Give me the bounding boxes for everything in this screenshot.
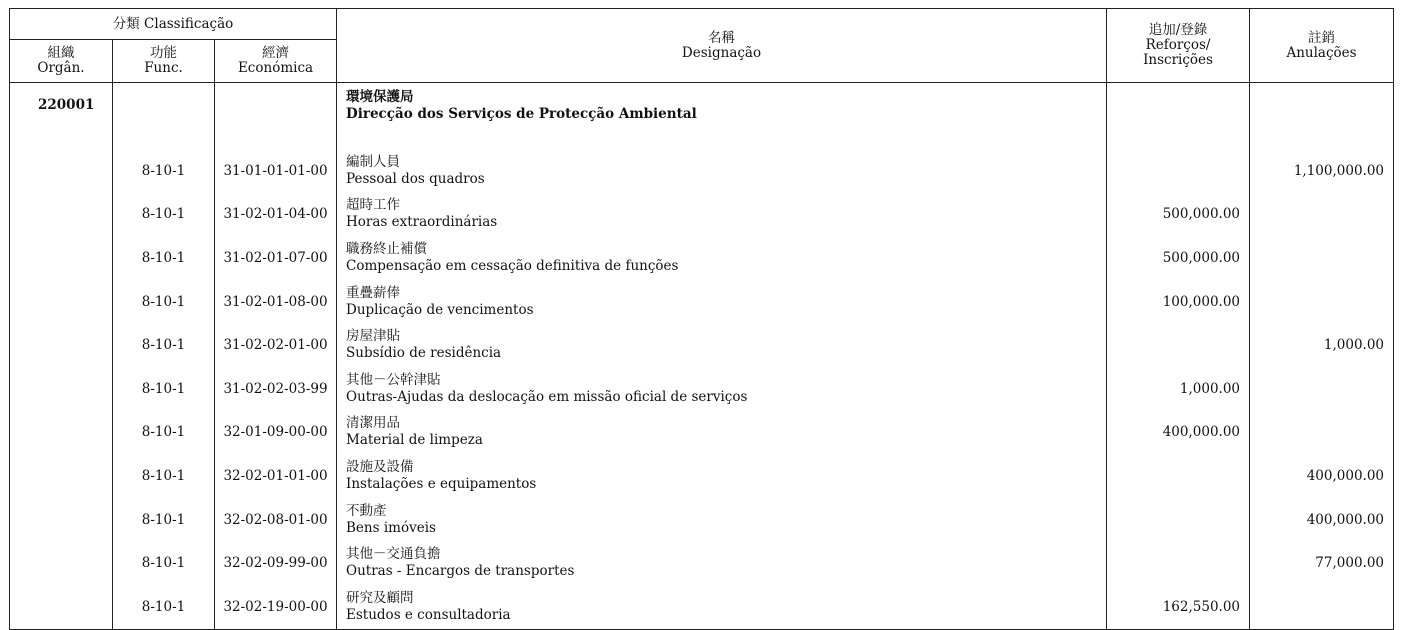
economic-code: 32-02-01-01-00 xyxy=(215,454,337,498)
economic-code: 32-02-08-01-00 xyxy=(215,498,337,542)
economic-code: 32-02-09-99-00 xyxy=(215,541,337,585)
reinforcement-amount: 1,000.00 xyxy=(1107,367,1250,411)
reinforcement-amount xyxy=(1107,454,1250,498)
function-code: 8-10-1 xyxy=(113,454,215,498)
economic-code: 31-02-01-04-00 xyxy=(215,193,337,237)
table-row xyxy=(10,193,1394,237)
organ-cell xyxy=(10,367,113,411)
organ-cell xyxy=(10,236,113,280)
function-code: 8-10-1 xyxy=(113,585,215,629)
annulment-amount xyxy=(1250,367,1394,411)
table-row xyxy=(10,367,1394,411)
organization-name xyxy=(337,83,1107,150)
function-code: 8-10-1 xyxy=(113,236,215,280)
reinforcement-amount xyxy=(1107,323,1250,367)
designation-pt: Outras-Ajudas da deslocação em missão oficial de serviços xyxy=(346,388,748,405)
designation-cell xyxy=(337,367,1107,411)
function-header xyxy=(113,40,215,83)
designation-cell xyxy=(337,236,1107,280)
annulment-amount: 1,000.00 xyxy=(1250,323,1394,367)
organ-cell xyxy=(10,193,113,237)
organ-cell xyxy=(10,149,113,193)
designation-zh: 設施及設備 xyxy=(346,458,414,475)
designation-pt: Material de limpeza xyxy=(346,432,483,449)
economic-code: 32-01-09-00-00 xyxy=(215,411,337,455)
designation-zh: 職務終止補償 xyxy=(346,240,428,257)
designation-cell xyxy=(337,498,1107,542)
table-row xyxy=(10,323,1394,367)
annulment-amount xyxy=(1250,193,1394,237)
annulment-amount xyxy=(1250,236,1394,280)
annulment-amount xyxy=(1250,411,1394,455)
designation-zh: 重疊薪俸 xyxy=(346,284,401,301)
designation-zh: 清潔用品 xyxy=(346,415,401,432)
organ-cell xyxy=(10,454,113,498)
designation-cell xyxy=(337,454,1107,498)
organization-annulment-cell xyxy=(1250,83,1394,150)
designation-header-zh: 名稱 xyxy=(708,29,736,46)
organ-cell xyxy=(10,541,113,585)
designation-pt: Compensação em cessação definitiva de funções xyxy=(346,257,679,274)
designation-zh: 編制人員 xyxy=(346,153,401,170)
annulments-header-zh: 註銷 xyxy=(1308,29,1336,46)
designation-zh: 其他－公幹津貼 xyxy=(346,371,441,388)
economic-code: 31-02-01-07-00 xyxy=(215,236,337,280)
economic-header-pt: Económica xyxy=(237,60,314,76)
organization-name-pt: Direcção dos Serviços de Protecção Ambiental xyxy=(346,106,697,122)
table-row xyxy=(10,498,1394,542)
annulments-header xyxy=(1250,9,1394,83)
organization-function-cell xyxy=(113,83,215,150)
annulment-amount xyxy=(1250,585,1394,629)
designation-pt: Instalações e equipamentos xyxy=(346,475,537,492)
designation-cell xyxy=(337,585,1107,629)
economic-code: 31-01-01-01-00 xyxy=(215,149,337,193)
designation-pt: Duplicação de vencimentos xyxy=(346,301,534,318)
designation-pt: Pessoal dos quadros xyxy=(346,170,485,187)
classification-group-header: 分類 Classificação xyxy=(10,9,337,40)
table-row xyxy=(10,541,1394,585)
reinforcements-header-pt1: Reforços/ xyxy=(1145,37,1211,53)
designation-zh: 不動產 xyxy=(346,502,387,519)
designation-pt: Estudos e consultadoria xyxy=(346,606,511,623)
function-code: 8-10-1 xyxy=(113,367,215,411)
organ-cell xyxy=(10,323,113,367)
designation-pt: Horas extraordinárias xyxy=(346,214,498,231)
organization-reinforcement-cell xyxy=(1107,83,1250,150)
table-row xyxy=(10,585,1394,629)
designation-cell xyxy=(337,411,1107,455)
reinforcement-amount xyxy=(1107,541,1250,585)
economic-code: 31-02-02-01-00 xyxy=(215,323,337,367)
designation-zh: 研究及顧問 xyxy=(346,589,414,606)
table-row xyxy=(10,280,1394,324)
reinforcement-amount xyxy=(1107,498,1250,542)
organ-cell xyxy=(10,280,113,324)
designation-zh: 超時工作 xyxy=(346,197,401,214)
designation-cell xyxy=(337,323,1107,367)
function-code: 8-10-1 xyxy=(113,149,215,193)
organ-cell xyxy=(10,411,113,455)
function-code: 8-10-1 xyxy=(113,411,215,455)
economic-header xyxy=(215,40,337,83)
economic-header-zh: 經濟 xyxy=(262,45,289,61)
annulment-amount: 1,100,000.00 xyxy=(1250,149,1394,193)
designation-cell xyxy=(337,149,1107,193)
economic-code: 31-02-01-08-00 xyxy=(215,280,337,324)
reinforcements-header-pt2: Inscrições xyxy=(1143,52,1213,68)
reinforcements-header xyxy=(1107,9,1250,83)
organization-code: 220001 xyxy=(10,83,113,150)
designation-header xyxy=(337,9,1107,83)
organization-name-zh: 環境保護局 xyxy=(346,89,414,105)
reinforcement-amount: 100,000.00 xyxy=(1107,280,1250,324)
organization-economic-cell xyxy=(215,83,337,150)
designation-pt: Subsídio de residência xyxy=(346,345,502,362)
reinforcement-amount: 500,000.00 xyxy=(1107,193,1250,237)
annulment-amount: 77,000.00 xyxy=(1250,541,1394,585)
designation-cell xyxy=(337,280,1107,324)
table-row xyxy=(10,454,1394,498)
designation-pt: Outras - Encargos de transportes xyxy=(346,563,575,580)
designation-pt: Bens imóveis xyxy=(346,519,436,536)
organ-cell xyxy=(10,498,113,542)
annulment-amount xyxy=(1250,280,1394,324)
economic-code: 32-02-19-00-00 xyxy=(215,585,337,629)
designation-zh: 房屋津貼 xyxy=(346,328,401,345)
annulment-amount: 400,000.00 xyxy=(1250,454,1394,498)
designation-zh: 其他－交通負擔 xyxy=(346,546,441,563)
function-header-pt: Func. xyxy=(144,60,183,76)
function-code: 8-10-1 xyxy=(113,193,215,237)
organ-header-pt: Orgân. xyxy=(37,60,85,76)
designation-cell xyxy=(337,541,1107,585)
economic-code: 31-02-02-03-99 xyxy=(215,367,337,411)
designation-header-pt: Designação xyxy=(681,44,762,61)
function-code: 8-10-1 xyxy=(113,541,215,585)
organ-header xyxy=(10,40,113,83)
annulments-header-pt: Anulações xyxy=(1286,44,1357,61)
budget-table xyxy=(9,8,1394,630)
reinforcement-amount: 400,000.00 xyxy=(1107,411,1250,455)
function-code: 8-10-1 xyxy=(113,280,215,324)
reinforcement-amount xyxy=(1107,149,1250,193)
organ-cell xyxy=(10,585,113,629)
reinforcements-header-zh: 追加/登錄 xyxy=(1148,22,1208,38)
function-header-zh: 功能 xyxy=(150,45,177,61)
designation-cell xyxy=(337,193,1107,237)
function-code: 8-10-1 xyxy=(113,498,215,542)
table-row xyxy=(10,149,1394,193)
function-code: 8-10-1 xyxy=(113,323,215,367)
reinforcement-amount: 162,550.00 xyxy=(1107,585,1250,629)
table-row xyxy=(10,236,1394,280)
table-row xyxy=(10,411,1394,455)
reinforcement-amount: 500,000.00 xyxy=(1107,236,1250,280)
organization-row xyxy=(10,83,1394,150)
organ-header-zh: 組織 xyxy=(47,45,75,61)
annulment-amount: 400,000.00 xyxy=(1250,498,1394,542)
